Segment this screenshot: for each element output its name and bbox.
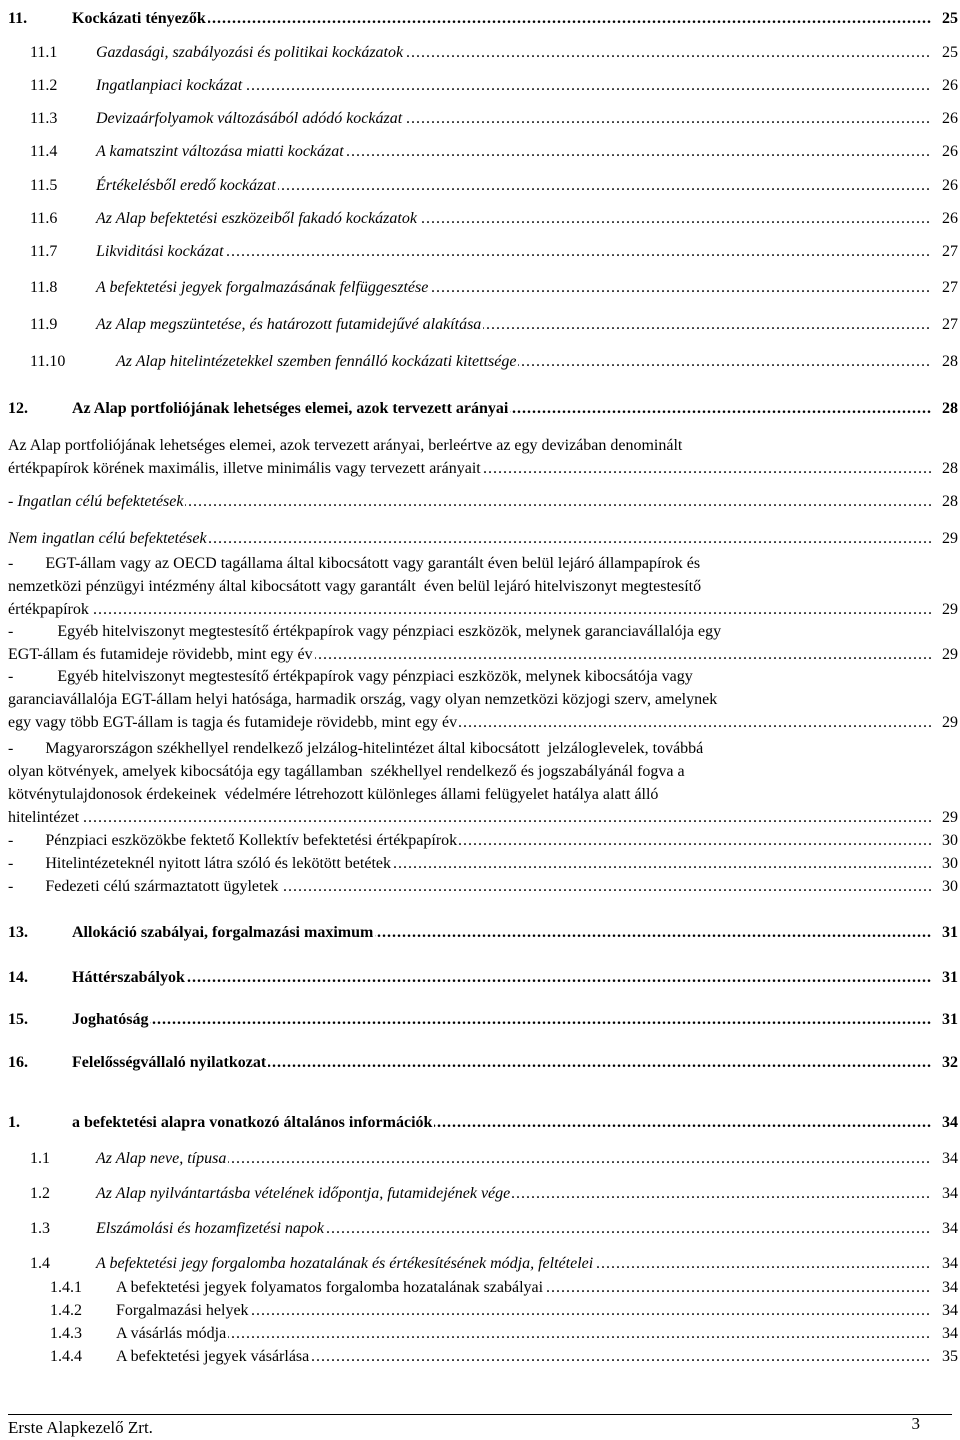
toc-leader-dots	[8, 598, 932, 621]
toc-entry-page: 34	[942, 1114, 958, 1131]
toc-entry-page: 29	[942, 646, 958, 663]
toc-paragraph-entry[interactable]	[8, 852, 958, 875]
toc-entry-title: Gazdasági, szabályozási és politikai kockázatok	[96, 42, 405, 64]
toc-paragraph-line: EGT-állam és futamideje rövidebb, mint egy év	[8, 643, 315, 666]
toc-entry-page: 34	[942, 1185, 958, 1202]
toc-entry-number: 11.4	[30, 143, 58, 160]
toc-entry-title: Kockázati tényezők	[72, 8, 208, 30]
toc-entry-page: 34	[942, 1325, 958, 1342]
toc-paragraph-line: - Hitelintézeteknél nyitott látra szóló és lekötött betétek	[8, 852, 393, 875]
toc-entry-number: 1.4	[30, 1255, 50, 1272]
toc-entry-number: 1.4.3	[50, 1325, 82, 1342]
toc-paragraph-line: olyan kötvények, amelyek kibocsátója egy tagállamban székhellyel rendelkező és jogszabályánál fogva a	[8, 763, 685, 780]
toc-entry-title: Forgalmazási helyek	[116, 1300, 251, 1322]
toc-entry-page: 31	[942, 969, 958, 986]
toc-entry-page: 25	[942, 10, 958, 27]
toc-entry-title: Háttérszabályok	[72, 967, 187, 989]
toc-entry-page: 29	[942, 714, 958, 731]
toc-entry-title: Az Alap neve, típusa	[96, 1148, 228, 1170]
toc-paragraph-line: - Egyéb hitelviszonyt megtestesítő értékpapírok vagy pénzpiaci eszközök, melynek garanciavállalója egy	[8, 623, 722, 640]
toc-paragraph-line: - Magyarországon székhellyel rendelkező jelzálog-hitelintézet által kibocsátott jelzáloglevelek, továbbá	[8, 740, 704, 757]
toc-entry[interactable]	[8, 922, 958, 944]
toc-entry[interactable]	[8, 1277, 958, 1299]
toc-entry[interactable]	[8, 1052, 958, 1074]
toc-entry-page: 31	[942, 1011, 958, 1028]
toc-paragraph-line: - Pénzpiaci eszközökbe fektető Kollektív befektetési értékpapírok	[8, 829, 459, 852]
toc-entry-title: Felelősségvállaló nyilatkozat	[72, 1052, 268, 1074]
toc-entry[interactable]	[8, 241, 958, 263]
toc-entry-title: A befektetési jegyek vásárlása	[116, 1346, 311, 1368]
toc-paragraph-line: értékpapírok körének maximális, illetve minimális vagy tervezett arányait	[8, 457, 483, 480]
toc-leader-dots	[72, 967, 932, 989]
toc-entry-page: 26	[942, 210, 958, 227]
toc-entry-page: 26	[942, 143, 958, 160]
toc-paragraph-entry[interactable]	[8, 490, 958, 513]
toc-entry-number: 11.5	[30, 177, 58, 194]
toc-entry-title: Az Alap befektetési eszközeiből fakadó kockázatok	[96, 208, 419, 230]
toc-entry-number: 11.3	[30, 110, 58, 127]
toc-entry-page: 27	[942, 279, 958, 296]
toc-entry[interactable]	[8, 277, 958, 299]
toc-entry[interactable]	[8, 351, 958, 373]
toc-entry[interactable]	[8, 175, 958, 197]
toc-entry-number: 11.7	[30, 243, 58, 260]
toc-entry-page: 34	[942, 1255, 958, 1272]
page-footer	[0, 1410, 960, 1440]
toc-entry-title: Elszámolási és hozamfizetési napok	[96, 1218, 326, 1240]
toc-entry-title: A kamatszint változása miatti kockázat	[96, 141, 346, 163]
toc-entry-number: 11.8	[30, 279, 58, 296]
toc-entry-page: 28	[942, 460, 958, 477]
toc-entry-number: 1.1	[30, 1150, 50, 1167]
toc-paragraph-line: nemzetközi pénzügyi intézmény által kibocsátott vagy garantált éven belül lejáró hitelviszonyt megtestesítő	[8, 578, 702, 595]
toc-entry[interactable]	[8, 967, 958, 989]
toc-paragraph-line: egy vagy több EGT-állam is tagja és futamideje rövidebb, mint egy év	[8, 711, 459, 734]
toc-entry-number: 11.6	[30, 210, 58, 227]
toc-entry-number: 1.4.2	[50, 1302, 82, 1319]
toc-entry[interactable]	[8, 141, 958, 163]
toc-paragraph-entry[interactable]	[8, 620, 958, 666]
toc-entry[interactable]	[8, 208, 958, 230]
toc-entry[interactable]	[8, 1253, 958, 1275]
toc-paragraph-line: - Fedezeti célú származtatott ügyletek	[8, 875, 281, 898]
toc-entry-number: 11.2	[30, 77, 58, 94]
toc-paragraph-entry[interactable]	[8, 665, 958, 734]
toc-paragraph-line: Az Alap portfoliójának lehetséges elemei, azok tervezett arányai, berleértve az egy devizában denominált	[8, 437, 683, 454]
toc-entry-title: Devizaárfolyamok változásából adódó kockázat	[96, 108, 404, 130]
toc-entry-number: 1.4.4	[50, 1348, 82, 1365]
toc-paragraph-line: - Egyéb hitelviszonyt megtestesítő értékpapírok vagy pénzpiaci eszközök, melynek kibocsátója vagy	[8, 668, 693, 685]
toc-entry-title: Likviditási kockázat	[96, 241, 226, 263]
toc-entry-page: 34	[942, 1279, 958, 1296]
toc-paragraph-entry[interactable]	[8, 527, 958, 550]
footer-company: Erste Alapkezelő Zrt.	[8, 1418, 153, 1437]
toc-paragraph-entry[interactable]	[8, 875, 958, 898]
toc-entry-number: 1.4.1	[50, 1279, 82, 1296]
toc-entry-number: 1.	[8, 1114, 20, 1131]
toc-entry-page: 28	[942, 353, 958, 370]
toc-entry-page: 29	[942, 809, 958, 826]
toc-entry-title: a befektetési alapra vonatkozó általános információk	[72, 1112, 434, 1134]
toc-entry-number: 14.	[8, 969, 28, 986]
toc-entry-page: 30	[942, 855, 958, 872]
toc-entry-page: 29	[942, 601, 958, 618]
toc-leader-dots	[72, 1009, 932, 1031]
toc-entry[interactable]	[8, 1323, 958, 1345]
toc-entry-number: 1.2	[30, 1185, 50, 1202]
toc-entry-page: 25	[942, 44, 958, 61]
toc-entry-page: 30	[942, 832, 958, 849]
toc-entry-page: 34	[942, 1302, 958, 1319]
toc-leader-dots	[8, 806, 932, 829]
toc-entry[interactable]	[8, 1009, 958, 1031]
toc-entry-title: Az Alap megszüntetése, és határozott futamidejűvé alakítása	[96, 314, 483, 336]
toc-entry-page: 29	[942, 530, 958, 547]
toc-entry-number: 16.	[8, 1054, 28, 1071]
toc-entry-number: 12.	[8, 400, 28, 417]
toc-entry-title: Az Alap hitelintézetekkel szemben fennálló kockázati kitettsége	[116, 351, 518, 373]
toc-paragraph-line: értékpapírok	[8, 598, 91, 621]
toc-entry[interactable]	[8, 108, 958, 130]
toc-paragraph-line: garanciavállalója EGT-állam helyi hatósága, harmadik ország, vagy olyan nemzetközi közjogi szerv, amelynek	[8, 691, 718, 708]
toc-entry-title: Az Alap portfoliójának lehetséges elemei, azok tervezett arányai	[72, 398, 510, 420]
toc-leader-dots	[116, 1323, 932, 1345]
toc-entry-number: 11.	[8, 10, 28, 27]
toc-entry-title: A vásárlás módja	[116, 1323, 228, 1345]
toc-paragraph-entry[interactable]	[8, 552, 958, 621]
toc-paragraph-line: kötvénytulajdonosok érdekeinek védelmére létrehozott különleges állami felügyelet hatálya alatt álló	[8, 786, 659, 803]
toc-paragraph-entry[interactable]	[8, 829, 958, 852]
toc-entry[interactable]	[8, 398, 958, 420]
toc-entry-page: 30	[942, 878, 958, 895]
toc-entry-title: Allokáció szabályai, forgalmazási maximum	[72, 922, 375, 944]
toc-entry-number: 15.	[8, 1011, 28, 1028]
toc-paragraph-line: Nem ingatlan célú befektetések	[8, 527, 209, 550]
toc-entry-page: 31	[942, 924, 958, 941]
toc-entry-page: 26	[942, 177, 958, 194]
toc-entry-title: A befektetési jegyek forgalmazásának felfüggesztése	[96, 277, 430, 299]
toc-entry-page: 32	[942, 1054, 958, 1071]
toc-entry-title: Ingatlanpiaci kockázat	[96, 75, 244, 97]
footer-rule	[8, 1414, 952, 1415]
toc-paragraph-line: hitelintézet	[8, 806, 81, 829]
toc-entry-page: 34	[942, 1220, 958, 1237]
toc-entry-page: 27	[942, 243, 958, 260]
toc-entry-title: Az Alap nyilvántartásba vételének időpontja, futamidejének vége	[96, 1183, 512, 1205]
toc-paragraph-line: - Ingatlan célú befektetések	[8, 490, 185, 513]
toc-entry-number: 11.1	[30, 44, 58, 61]
toc-entry[interactable]	[8, 1183, 958, 1205]
toc-entry-page: 28	[942, 400, 958, 417]
toc-entry-page: 26	[942, 110, 958, 127]
toc-entry[interactable]	[8, 314, 958, 336]
toc-entry[interactable]	[8, 1148, 958, 1170]
toc-entry-title: Joghatóság	[72, 1009, 150, 1031]
toc-entry-title: Értékelésből eredő kockázat	[96, 175, 278, 197]
toc-entry[interactable]	[8, 1218, 958, 1240]
toc-paragraph-entry[interactable]	[8, 737, 958, 829]
toc-entry[interactable]	[8, 8, 958, 30]
toc-entry-page: 26	[942, 77, 958, 94]
toc-entry-page: 35	[942, 1348, 958, 1365]
toc-entry-number: 11.10	[30, 353, 66, 370]
toc-entry-title: A befektetési jegy forgalomba hozatalának és értékesítésének módja, feltételei	[96, 1253, 595, 1275]
toc-entry-page: 28	[942, 493, 958, 510]
toc-entry-page: 34	[942, 1150, 958, 1167]
footer-page-number: 3	[911, 1414, 920, 1433]
toc-entry-number: 11.9	[30, 316, 58, 333]
toc-paragraph-line: - EGT-állam vagy az OECD tagállama által kibocsátott vagy garantált éven belül lejáró állampapírok és	[8, 555, 701, 572]
toc-entry[interactable]	[8, 75, 958, 97]
toc-entry-title: A befektetési jegyek folyamatos forgalomba hozatalának szabályai	[116, 1277, 545, 1299]
toc-paragraph-entry[interactable]	[8, 434, 958, 480]
toc-entry[interactable]	[8, 1112, 958, 1134]
toc-entry-page: 27	[942, 316, 958, 333]
toc-entry-number: 1.3	[30, 1220, 50, 1237]
toc-entry[interactable]	[8, 1346, 958, 1368]
toc-entry-number: 13.	[8, 924, 28, 941]
toc-entry[interactable]	[8, 1300, 958, 1322]
toc-entry[interactable]	[8, 42, 958, 64]
